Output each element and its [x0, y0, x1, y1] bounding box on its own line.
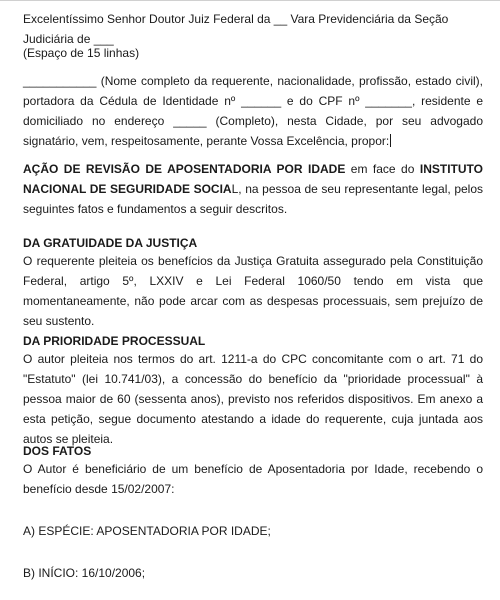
section-heading-prioridade: DA PRIORIDADE PROCESSUAL [23, 334, 206, 348]
court-address-line: Excelentíssimo Senhor Doutor Juiz Federal da __ Vara Previdenciária da Seção Judiciária de ___ [23, 12, 449, 46]
section-text-gratuidade: O requerente pleiteia os benefícios da Justiça Gratuita assegurado pela Constituição Federal, artigo 5º, LXXIV e Lei Federal 1060/50 tendo em vista que momentaneamente, não pode arcar com as despesas processuais, sem prejuízo de seu sustento. [23, 254, 483, 328]
party-qualification-text: ___________ (Nome completo da requerente, nacionalidade, profissão, estado civil), portadora da Cédula de Identidade nº ______ e do CPF nº _______, residente e domiciliado no endereço _____ (Completo), nesta Cidade, por seu advogado signatário, vem, respeitosamente, perante Vossa Excelência, propor: [23, 74, 483, 148]
action-title: AÇÃO DE REVISÃO DE APOSENTADORIA POR IDADE [23, 162, 346, 176]
text-cursor [390, 134, 391, 147]
section-text-fatos: O Autor é beneficiário de um benefício de Aposentadoria por Idade, recebendo o benefício desde 15/02/2007: [23, 462, 483, 496]
action-rest: , na pessoa de seu representante legal, pelos seguintes fatos e fundamentos a seguir descritos. [23, 182, 484, 216]
section-heading-gratuidade: DA GRATUIDADE DA JUSTIÇA [23, 236, 198, 250]
defendant-name: INSTITUTO NACIONAL DE SEGURIDADE SOCIA [23, 162, 483, 196]
section-text-prioridade: O autor pleiteia nos termos do art. 1211-a do CPC concomitante com o art. 71 do "Estatuto" (lei 10.741/03), a concessão do benefício da "prioridade processual" à pessoa maior de 60 (sessenta anos), previsto nos referidos dispositivos. Em anexo a esta petição, segue documento atestando a idade do requerente, cuja juntada aos autos se pleiteia. [23, 352, 483, 446]
section-heading-fatos: DOS FATOS [23, 444, 92, 458]
fact-item-b: B) INÍCIO: 16/10/2006; [23, 566, 146, 580]
spacing-note: (Espaço de 15 linhas) [23, 46, 140, 60]
action-paragraph [23, 159, 483, 219]
party-qualification-paragraph [23, 71, 483, 151]
action-connector: em face do [345, 162, 420, 176]
defendant-name-tail: L [231, 182, 239, 196]
fact-item-a: A) ESPÉCIE: APOSENTADORIA POR IDADE; [23, 524, 271, 538]
